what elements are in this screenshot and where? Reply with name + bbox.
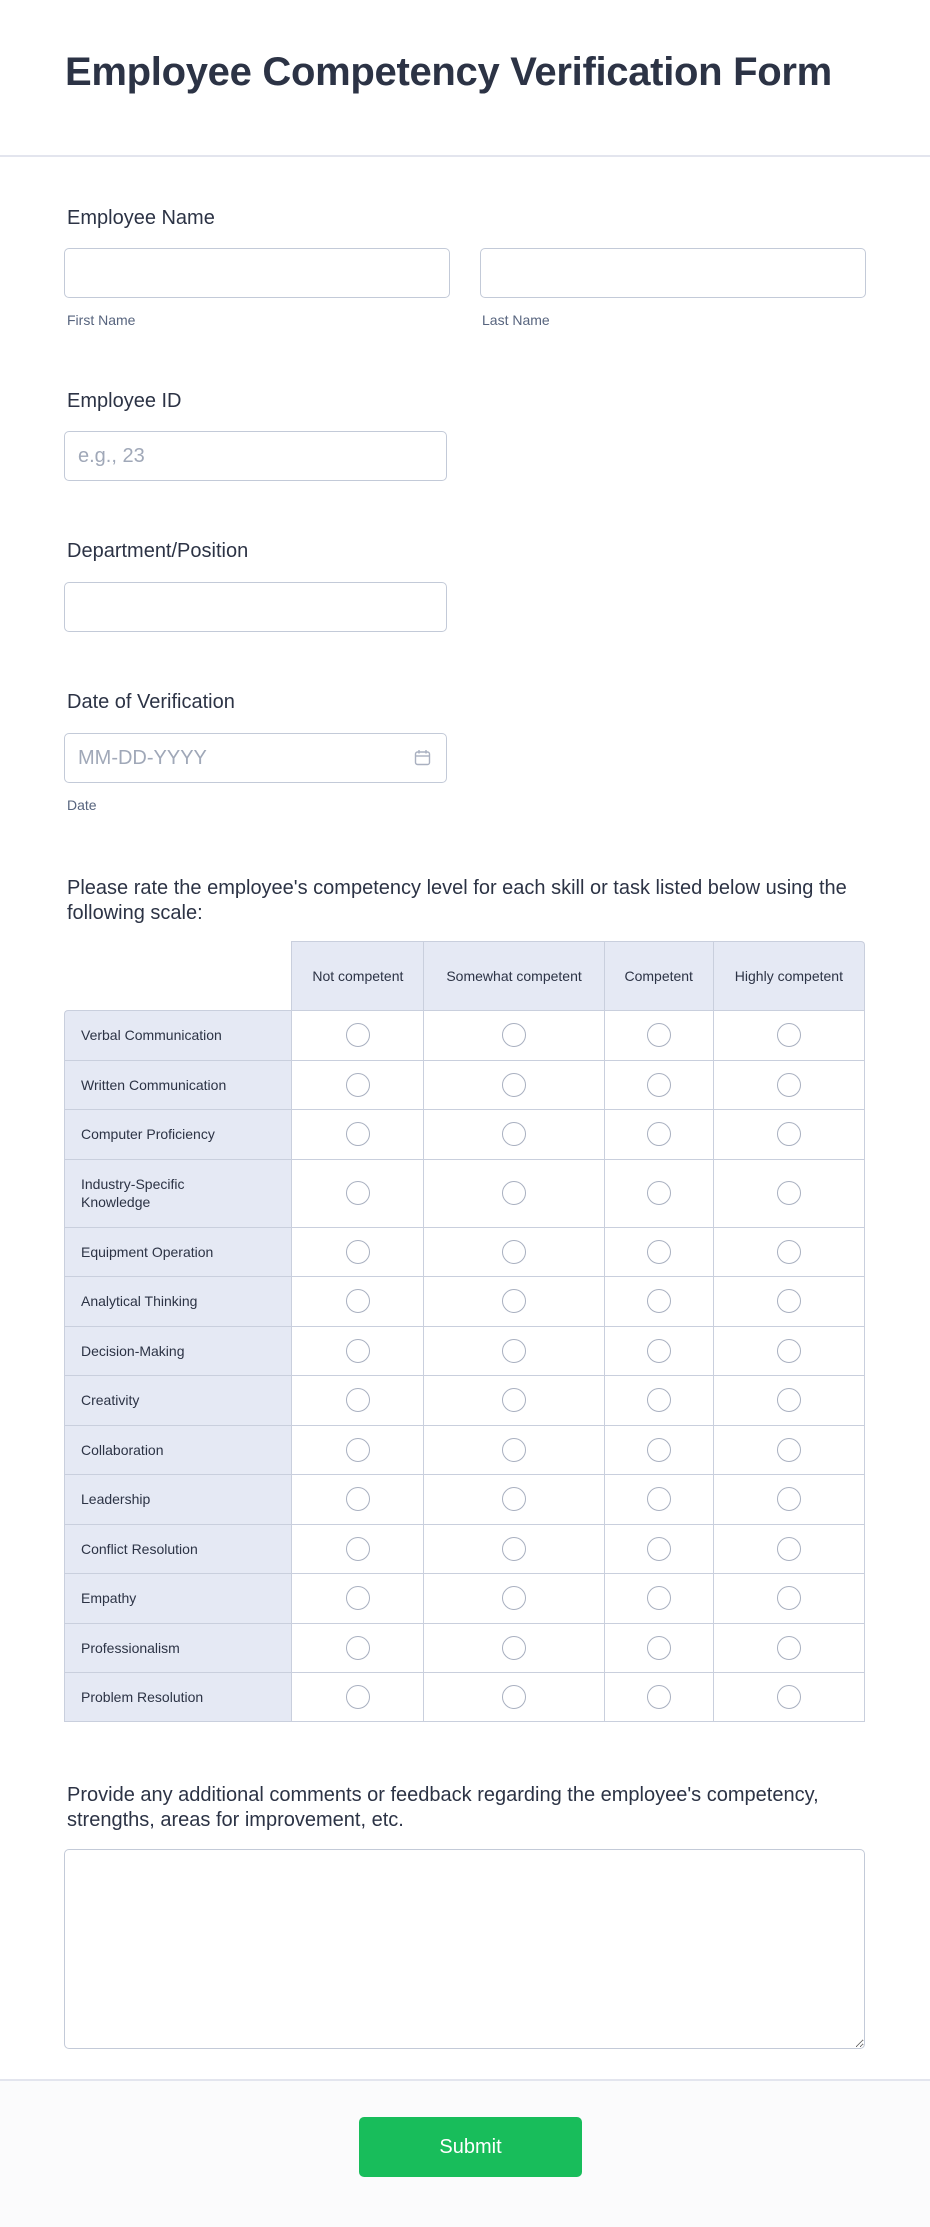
radio-button[interactable]: [777, 1023, 801, 1047]
matrix-cell: [713, 1375, 865, 1425]
matrix-cell: [423, 1623, 603, 1673]
matrix-cell: [713, 1326, 865, 1376]
last-name-input[interactable]: [480, 248, 866, 298]
radio-button[interactable]: [346, 1586, 370, 1610]
radio-button[interactable]: [346, 1073, 370, 1097]
matrix-cell: [713, 1060, 865, 1110]
matrix-column-header: Competent: [604, 941, 713, 1010]
matrix-cell: [604, 1060, 713, 1110]
matrix-row: [64, 1326, 865, 1376]
radio-button[interactable]: [647, 1289, 671, 1313]
radio-button[interactable]: [777, 1122, 801, 1146]
radio-button[interactable]: [502, 1181, 526, 1205]
page-title: Employee Competency Verification Form: [65, 50, 832, 94]
matrix-cell: [423, 1573, 603, 1623]
matrix-cell: [291, 1672, 423, 1722]
radio-button[interactable]: [502, 1023, 526, 1047]
radio-button[interactable]: [502, 1537, 526, 1561]
radio-button[interactable]: [346, 1181, 370, 1205]
matrix-cell: [713, 1227, 865, 1277]
radio-button[interactable]: [346, 1438, 370, 1462]
radio-button[interactable]: [647, 1181, 671, 1205]
matrix-cell: [713, 1425, 865, 1475]
radio-button[interactable]: [647, 1339, 671, 1363]
matrix-cell: [604, 1159, 713, 1227]
department-input[interactable]: [64, 582, 447, 632]
radio-button[interactable]: [346, 1537, 370, 1561]
matrix-cell: [604, 1474, 713, 1524]
submit-button[interactable]: Submit: [359, 2117, 582, 2177]
matrix-row-label: Creativity: [64, 1375, 291, 1425]
radio-button[interactable]: [346, 1487, 370, 1511]
matrix-row: [64, 1010, 865, 1060]
matrix-row: [64, 1109, 865, 1159]
matrix-row-label: Equipment Operation: [64, 1227, 291, 1277]
date-sublabel: Date: [67, 797, 97, 813]
radio-button[interactable]: [647, 1023, 671, 1047]
radio-button[interactable]: [502, 1289, 526, 1313]
department-label: Department/Position: [67, 540, 249, 562]
matrix-cell: [291, 1326, 423, 1376]
radio-button[interactable]: [777, 1181, 801, 1205]
matrix-cell: [291, 1524, 423, 1574]
radio-button[interactable]: [502, 1636, 526, 1660]
matrix-cell: [604, 1573, 713, 1623]
comments-label: Provide any additional comments or feedback regarding the employee's competency, strengths, areas for improvement, etc.: [67, 1784, 819, 1831]
matrix-column-header: Highly competent: [713, 941, 865, 1010]
last-name-sublabel: Last Name: [482, 312, 550, 328]
radio-button[interactable]: [502, 1438, 526, 1462]
radio-button[interactable]: [346, 1122, 370, 1146]
matrix-row-label: Computer Proficiency: [64, 1109, 291, 1159]
matrix-cell: [423, 1326, 603, 1376]
matrix-cell: [291, 1010, 423, 1060]
matrix-row-label: Empathy: [64, 1573, 291, 1623]
matrix-cell: [423, 1672, 603, 1722]
matrix-cell: [291, 1375, 423, 1425]
matrix-cell: [713, 1524, 865, 1574]
radio-button[interactable]: [346, 1685, 370, 1709]
matrix-row: [64, 1276, 865, 1326]
matrix-cell: [291, 1623, 423, 1673]
employee-id-input[interactable]: [64, 431, 447, 481]
radio-button[interactable]: [777, 1636, 801, 1660]
competency-matrix: [64, 941, 865, 1722]
radio-button[interactable]: [777, 1438, 801, 1462]
matrix-row: [64, 1425, 865, 1475]
radio-button[interactable]: [502, 1339, 526, 1363]
matrix-row-label: Leadership: [64, 1474, 291, 1524]
matrix-row: [64, 1573, 865, 1623]
matrix-row-label: Analytical Thinking: [64, 1276, 291, 1326]
matrix-corner: [64, 941, 291, 1010]
first-name-sublabel: First Name: [67, 312, 136, 328]
matrix-cell: [291, 1276, 423, 1326]
matrix-cell: [604, 1623, 713, 1673]
matrix-row: [64, 1623, 865, 1673]
matrix-row: [64, 1060, 865, 1110]
radio-button[interactable]: [346, 1388, 370, 1412]
radio-button[interactable]: [502, 1487, 526, 1511]
matrix-cell: [713, 1010, 865, 1060]
matrix-column-header: Not competent: [291, 941, 423, 1010]
matrix-question: Please rate the employee's competency level for each skill or task listed below using the following scale:: [67, 877, 847, 924]
matrix-cell: [604, 1227, 713, 1277]
radio-button[interactable]: [346, 1339, 370, 1363]
radio-button[interactable]: [502, 1073, 526, 1097]
comments-textarea[interactable]: [64, 1849, 865, 2049]
matrix-cell: [713, 1276, 865, 1326]
matrix-cell: [713, 1573, 865, 1623]
radio-button[interactable]: [502, 1685, 526, 1709]
matrix-cell: [604, 1109, 713, 1159]
matrix-row: [64, 1375, 865, 1425]
first-name-input[interactable]: [64, 248, 450, 298]
calendar-icon[interactable]: [414, 749, 431, 766]
matrix-cell: [291, 1159, 423, 1227]
radio-button[interactable]: [777, 1289, 801, 1313]
matrix-row-label: Industry-Specific Knowledge: [64, 1159, 291, 1227]
radio-button[interactable]: [346, 1023, 370, 1047]
matrix-cell: [604, 1276, 713, 1326]
matrix-cell: [604, 1326, 713, 1376]
radio-button[interactable]: [647, 1240, 671, 1264]
radio-button[interactable]: [777, 1537, 801, 1561]
matrix-cell: [423, 1010, 603, 1060]
matrix-cell: [423, 1425, 603, 1475]
matrix-cell: [604, 1524, 713, 1574]
radio-button[interactable]: [647, 1636, 671, 1660]
matrix-cell: [604, 1672, 713, 1722]
matrix-row-label: Verbal Communication: [64, 1010, 291, 1060]
radio-button[interactable]: [777, 1240, 801, 1264]
matrix-cell: [604, 1425, 713, 1475]
matrix-row-label: Professionalism: [64, 1623, 291, 1673]
matrix-row: [64, 1159, 865, 1227]
matrix-cell: [713, 1474, 865, 1524]
radio-button[interactable]: [777, 1388, 801, 1412]
matrix-cell: [713, 1159, 865, 1227]
radio-button[interactable]: [502, 1240, 526, 1264]
matrix-cell: [291, 1227, 423, 1277]
matrix-cell: [604, 1010, 713, 1060]
matrix-cell: [713, 1109, 865, 1159]
radio-button[interactable]: [777, 1586, 801, 1610]
employee-name-label: Employee Name: [67, 207, 215, 229]
radio-button[interactable]: [777, 1073, 801, 1097]
matrix-column-header: Somewhat competent: [423, 941, 603, 1010]
radio-button[interactable]: [346, 1636, 370, 1660]
matrix-cell: [291, 1573, 423, 1623]
radio-button[interactable]: [647, 1122, 671, 1146]
radio-button[interactable]: [777, 1339, 801, 1363]
matrix-cell: [291, 1474, 423, 1524]
matrix-cell: [423, 1060, 603, 1110]
radio-button[interactable]: [647, 1438, 671, 1462]
matrix-cell: [423, 1159, 603, 1227]
employee-id-label: Employee ID: [67, 390, 182, 412]
date-input[interactable]: [64, 733, 447, 783]
matrix-cell: [423, 1375, 603, 1425]
matrix-row-label: Written Communication: [64, 1060, 291, 1110]
radio-button[interactable]: [346, 1289, 370, 1313]
radio-button[interactable]: [502, 1122, 526, 1146]
matrix-row-label: Problem Resolution: [64, 1672, 291, 1722]
matrix-row-label: Decision-Making: [64, 1326, 291, 1376]
matrix-cell: [423, 1474, 603, 1524]
matrix-cell: [423, 1524, 603, 1574]
matrix-row: [64, 1672, 865, 1722]
radio-button[interactable]: [777, 1487, 801, 1511]
matrix-cell: [291, 1425, 423, 1475]
radio-button[interactable]: [647, 1586, 671, 1610]
radio-button[interactable]: [647, 1073, 671, 1097]
matrix-row: [64, 1227, 865, 1277]
matrix-row-label: Collaboration: [64, 1425, 291, 1475]
radio-button[interactable]: [647, 1685, 671, 1709]
matrix-row-label: Conflict Resolution: [64, 1524, 291, 1574]
matrix-row: [64, 1474, 865, 1524]
radio-button[interactable]: [346, 1240, 370, 1264]
header-divider: [0, 155, 930, 157]
radio-button[interactable]: [647, 1537, 671, 1561]
matrix-cell: [423, 1109, 603, 1159]
radio-button[interactable]: [502, 1388, 526, 1412]
date-label: Date of Verification: [67, 691, 235, 713]
radio-button[interactable]: [647, 1388, 671, 1412]
matrix-cell: [604, 1375, 713, 1425]
matrix-cell: [713, 1623, 865, 1673]
matrix-cell: [713, 1672, 865, 1722]
matrix-cell: [291, 1060, 423, 1110]
radio-button[interactable]: [647, 1487, 671, 1511]
matrix-row: [64, 1524, 865, 1574]
matrix-cell: [423, 1227, 603, 1277]
radio-button[interactable]: [777, 1685, 801, 1709]
matrix-cell: [423, 1276, 603, 1326]
radio-button[interactable]: [502, 1586, 526, 1610]
matrix-cell: [291, 1109, 423, 1159]
